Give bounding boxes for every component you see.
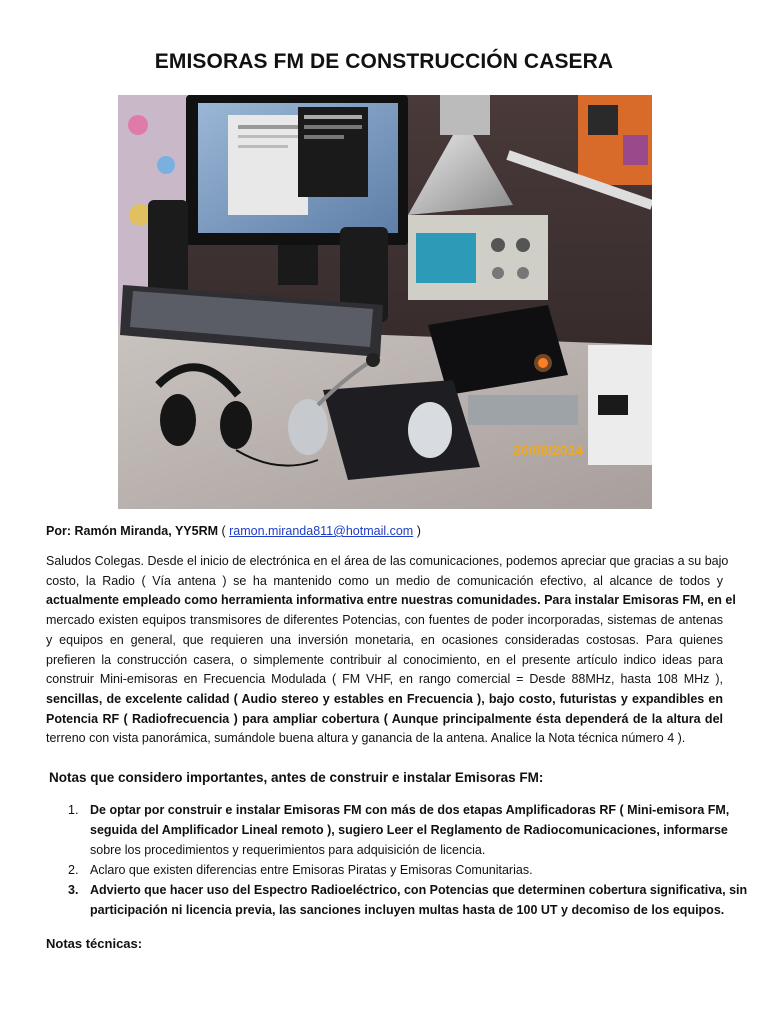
list-item-line: seguida del Amplificador Lineal remoto ), sugiero Leer el Reglamento de Radiocomunicaciones, informarse [90, 822, 728, 837]
tech-notes-heading: Notas técnicas: [46, 936, 143, 951]
intro-line: actualmente empleado como herramienta informativa entre nuestras comunidades. Para instalar Emisoras FM, en el [46, 593, 736, 608]
intro-line: Saludos Colegas. Desde el inicio de electrónica en el área de las comunicaciones, podemos apreciar que gracias a su bajo [46, 554, 729, 568]
list-item-number: 2. [68, 862, 79, 877]
intro-line: prefieren la construcción casera, o simplemente contribuir al conocimiento, en el presente artículo indico ideas para [46, 652, 723, 667]
list-item [46, 801, 730, 861]
byline-open-paren: ( [218, 524, 230, 538]
author-byline [46, 524, 421, 538]
list-item-line: participación ni licencia previa, las sanciones incluyen multas hasta de 100 UT y decomiso de los equipos. [90, 902, 725, 917]
list-item-line: De optar por construir e instalar Emisoras FM con más de dos etapas Amplificadoras RF ( Mini-emisora FM, [90, 803, 730, 817]
notes-heading: Notas que considero importantes, antes de construir e instalar Emisoras FM: [49, 770, 544, 785]
intro-line: y equipos en general, que requieren una inversión monetaria, en ocasiones consideradas costosas. Para quienes [46, 632, 723, 647]
intro-line: mercado existen equipos transmisores de diferentes Potencias, con fuentes de poder incorporadas, sistemas de antenas [46, 613, 723, 628]
intro-line: construir Mini-emisoras en Frecuencia Modulada ( FM VHF, en rango comercial = Desde 88MHz, hasta 108 MHz ), [46, 672, 723, 687]
list-item [46, 881, 748, 921]
intro-line: Potencia RF ( Radiofrecuencia ) para ampliar cobertura ( Aunque principalmente ésta dependerá de la altura del [46, 711, 723, 726]
intro-paragraph [46, 552, 736, 749]
intro-line: terreno con vista panorámica, sumándole buena altura y ganancia de la antena. Analice la Nota técnica número 4 ). [46, 731, 686, 746]
author-name: Por: Ramón Miranda, YY5RM [46, 524, 219, 538]
list-item-line: Advierto que hacer uso del Espectro Radioeléctrico, con Potencias que determinen cobertura significativa, sin [90, 882, 748, 897]
notes-list [46, 801, 748, 920]
intro-line: sencillas, de excelente calidad ( Audio stereo y estables en Frecuencia ), bajo costo, futuristas y expandibles en [46, 691, 723, 706]
list-item [46, 861, 723, 881]
list-item-line: sobre los procedimientos y requerimientos para adquisición de licencia. [90, 842, 486, 857]
radio-station-photo [118, 95, 652, 509]
byline-close-paren: ) [413, 524, 421, 538]
author-email-link[interactable]: ramon.miranda811@hotmail.com [229, 524, 414, 538]
list-item-number: 1. [68, 803, 79, 817]
list-item-line: Aclaro que existen diferencias entre Emisoras Piratas y Emisoras Comunitarias. [90, 862, 533, 877]
page-title: EMISORAS FM DE CONSTRUCCIÓN CASERA [154, 50, 614, 73]
photo-date-stamp: 26/08/2014 [513, 442, 584, 458]
intro-line: costo, la Radio ( Vía antena ) se ha mantenido como un medio de comunicación efectivo, al alcance de todos y [46, 573, 723, 588]
list-item-number: 3. [68, 882, 79, 897]
